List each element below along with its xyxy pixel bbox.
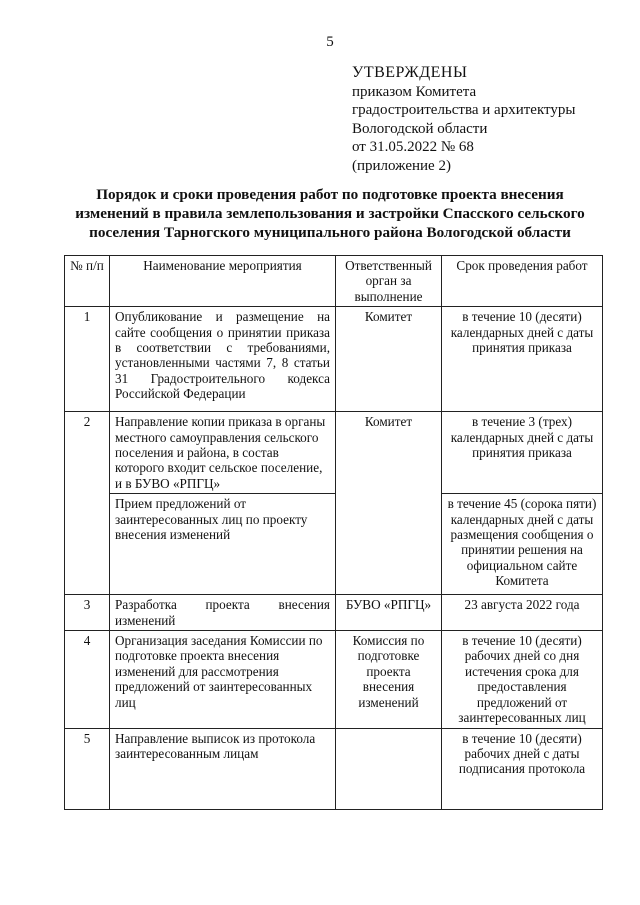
- title-line: Порядок и сроки проведения работ по подготовке проекта внесения: [96, 186, 564, 203]
- row-activity: Направление копии приказа в органы местного самоуправления сельского поселения и района, в состав которого входит сельское поселение, и в БУВО «РПГЦ»: [110, 412, 336, 494]
- approval-block: [352, 64, 575, 176]
- table-row: [65, 728, 603, 809]
- approval-line: от 31.05.2022 № 68: [352, 139, 474, 156]
- row-term: в течение 10 (десяти) рабочих дней со дня истечения срока для предоставления предложений от заинтересованных лиц: [442, 631, 603, 728]
- row-sub-activity: Прием предложений от заинтересованных лиц по проекту внесения изменений: [110, 494, 336, 595]
- row-term: в течение 10 (десяти) календарных дней с даты принятия приказа: [442, 307, 603, 412]
- approval-line: Вологодской области: [352, 120, 488, 137]
- row-term: в течение 10 (десяти) рабочих дней с даты подписания протокола: [442, 728, 603, 809]
- row-organ: Комитет: [336, 307, 442, 412]
- table-header-row: [65, 256, 603, 307]
- row-term: 23 августа 2022 года: [442, 595, 603, 631]
- row-activity: Организация заседания Комиссии по подготовке проекта внесения изменений для рассмотрения предложений от заинтересованных лиц: [110, 631, 336, 728]
- header-organ: Ответственный орган за выполнение: [336, 256, 442, 307]
- row-organ: Комиссия по подготовке проекта внесения изменений: [336, 631, 442, 728]
- table-row: [65, 307, 603, 412]
- row-num: 3: [65, 595, 110, 631]
- row-activity: Опубликование и размещение на сайте сообщения о принятии приказа в соответствии с требованиями, установленными частями 7, 8 статьи 31 Градостроительного кодекса Российской Федерации: [110, 307, 336, 412]
- row-num: 5: [65, 728, 110, 809]
- row-organ: Комитет: [336, 412, 442, 595]
- title-line: изменений в правила землепользования и застройки Спасского сельского: [75, 205, 585, 222]
- title-line: поселения Тарногского муниципального района Вологодской области: [89, 224, 571, 241]
- header-activity: Наименование мероприятия: [110, 256, 336, 307]
- row-num: 2: [65, 412, 110, 595]
- page-number: 5: [326, 34, 334, 50]
- row-organ: [336, 728, 442, 809]
- table-row: [65, 595, 603, 631]
- header-num: № п/п: [65, 256, 110, 307]
- row-term: в течение 3 (трех) календарных дней с даты принятия приказа: [442, 412, 603, 494]
- approval-line: градостроительства и архитектуры: [352, 102, 576, 119]
- table-row: [65, 412, 603, 494]
- approval-heading: УТВЕРЖДЕНЫ: [352, 64, 468, 81]
- row-organ: БУВО «РПГЦ»: [336, 595, 442, 631]
- row-num: 4: [65, 631, 110, 728]
- approval-line: (приложение 2): [352, 157, 451, 174]
- schedule-table: [64, 255, 603, 810]
- row-activity: Направление выписок из протокола заинтересованным лицам: [110, 728, 336, 809]
- document-title: [60, 185, 600, 242]
- approval-line: приказом Комитета: [352, 83, 477, 100]
- header-term: Срок проведения работ: [442, 256, 603, 307]
- row-num: 1: [65, 307, 110, 412]
- row-activity: Разработка проекта внесения изменений: [110, 595, 336, 631]
- table-row: [65, 631, 603, 728]
- table-subrow: [65, 494, 603, 595]
- row-sub-term: в течение 45 (сорока пяти) календарных дней с даты размещения сообщения о принятии решения на официальном сайте Комитета: [442, 494, 603, 595]
